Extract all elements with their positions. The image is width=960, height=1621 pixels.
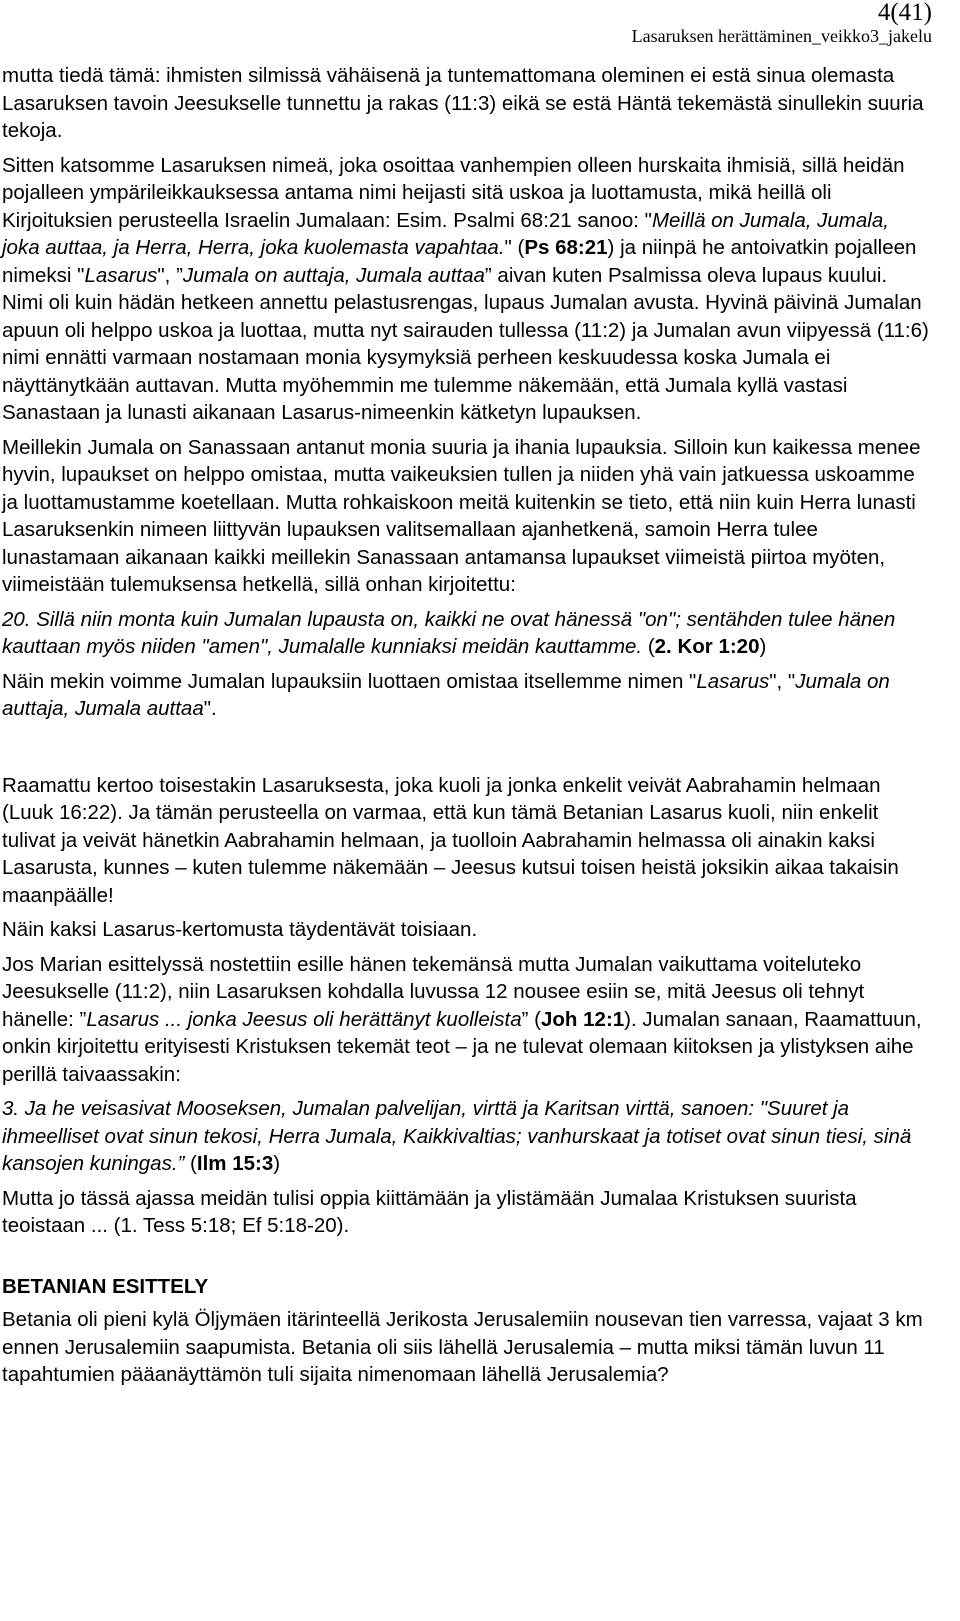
text: ", " (769, 669, 796, 693)
spacer (2, 730, 930, 772)
paragraph-10: Mutta jo tässä ajassa meidän tulisi oppia kiittämään ja ylistämään Jumalaa Kristuksen suurista teoistaan ... (1. Tess 5:18; Ef 5:18-20). (2, 1186, 857, 1237)
text: ( (184, 1152, 197, 1175)
page-header (632, 0, 932, 46)
paragraph-7: Näin kaksi Lasarus-kertomusta täydentävät toisiaan. (2, 918, 478, 941)
paragraph-6: Raamattu kertoo toisestakin Lasaruksesta, joka kuoli ja jonka enkelit veivät Aabrahamin helmaan (Luuk 16:22). Ja tämän perusteella on varmaa, että kun tämä Betanian Lasarus kuoli, niin enkelit tulivat ja veivät hänetkin Aabrahamin helmaan, ja tuolloin Aabrahamin helmassa oli ainakin kaksi Lasarusta, kunnes – kuten tulemme näkemään – Jeesus kutsui toisen heistä joksikin aikaa takaisin maanpäälle! (2, 773, 899, 907)
bible-reference: Ilm 15:3 (196, 1152, 274, 1175)
text: Näin mekin voimme Jumalan lupauksiin luottaen omistaa itsellemme nimen " (2, 669, 697, 693)
text: ) (759, 635, 767, 658)
bible-reference: Ps 68:21 (524, 236, 608, 259)
paragraph-5 (2, 668, 930, 723)
scripture-quote: 20. Sillä niin monta kuin Jumalan lupausta on, kaikki ne ovat hänessä "on"; sentähden tulee hänen kauttaan myös niiden "amen", Jumalalle kunniaksi meidän kauttamme. (2, 607, 896, 658)
text: " ( (504, 236, 525, 259)
paragraph-8 (2, 951, 930, 1089)
paragraph-3: Meillekin Jumala on Sanassaan antanut monia suuria ja ihania lupauksia. Silloin kun kaikessa menee hyvin, lupaukset on helppo omistaa, mutta vaikeuksien tullen ja niiden yhä vain jatkuessa uskoamme ja luottamustamme koetellaan. Mutta rohkaiskoon meitä kuitenkin se tieto, että niin kuin Herra lunasti Lasaruksenkin nimeen liittyvän lupauksen valitsemallaan ajanhetkenä, samoin Herra tulee lunastamaan aikanaan kaikki meillekin Sanassaan antamansa lupaukset viimeistä piirtoa myöten, viimeistään tulemuksensa hetkellä, sillä onhan kirjoitettu: (2, 435, 921, 596)
text: ). Jumalan sanaan, Raamattuun, onkin kirjoitettu erityisesti Kristuksen tekemät teot – ja ne tulevat olemaan kiitoksen ja ylistyksen aihe perillä taivaassakin: (2, 1007, 922, 1086)
paragraph-2 (2, 152, 930, 427)
paragraph-9 (2, 1095, 930, 1178)
document-body (2, 62, 930, 1396)
name-lasarus: Lasarus (84, 263, 158, 287)
text: Jos Marian esittelyssä nostettiin esille hänen tekemänsä mutta Jumalan vaikuttama voiteluteko Jeesukselle (11:2), niin Lasaruksen kohdalla luvussa 12 nousee esiin se, mitä Jeesus oli tehnyt hänelle: ” (2, 952, 865, 1031)
text: ” ( (521, 1007, 541, 1031)
text: ", ” (157, 263, 183, 287)
section-heading: BETANIAN ESITTELY (2, 1274, 209, 1298)
name-lasarus: Lasarus (696, 669, 770, 693)
scripture-quote: 3. Ja he veisasivat Mooseksen, Jumalan palvelijan, virttä ja Karitsan virttä, sanoen: "Suuret ja ihmeelliset ovat sinun tekosi, Herra Jumala, Kaikkivaltias; vanhurskaat ja totiset ovat sinun tiesi, sinä kansojen kuningas.” (2, 1097, 912, 1175)
name-meaning: Jumala on auttaja, Jumala auttaa (2, 669, 890, 720)
paragraph-4 (2, 606, 930, 661)
document-name: Lasaruksen herättäminen_veikko3_jakelu (631, 26, 932, 46)
scripture-quote: Lasarus ... jonka Jeesus oli herättänyt kuolleista (86, 1007, 522, 1031)
paragraph-1: mutta tiedä tämä: ihmisten silmissä vähäisenä ja tuntemattomana oleminen ei estä sinua olemasta Lasaruksen tavoin Jeesukselle tunnettu ja rakas (11:3) eikä se estä Häntä tekemästä sinullekin suuria tekoja. (2, 64, 924, 142)
name-meaning: Jumala on auttaja, Jumala auttaa (182, 263, 485, 287)
paragraph-11: Betania oli pieni kylä Öljymäen itärinteellä Jerikosta Jerusalemiin nousevan tien varressa, vajaat 3 km ennen Jerusalemiin saapumista. Betania oli siis lähellä Jerusalemia – mutta miksi tämän luvun 11 tapahtumien pääanäyttämön tuli sijaita nimenomaan lähellä Jerusalemia? (2, 1308, 923, 1386)
bible-reference: Joh 12:1 (541, 1007, 625, 1031)
spacer (2, 1247, 930, 1273)
text: ) (273, 1152, 281, 1175)
text: ( (642, 635, 655, 658)
text: ” aivan kuten Psalmissa oleva lupaus kuului. Nimi oli kuin hädän hetkeen annettu pelastusrengas, lupaus Jumalan avusta. Hyvinä päivinä Jumalan apuun oli helppo uskoa ja luottaa, mutta nyt sairauden tullessa (11:2) ja Jumalan avun viipyessä (11:6) nimi ennätti varmaan nostamaan monia kysymyksiä perheen keskuudessa koska Jumala ei näyttänytkään auttavan. Mutta myöhemmin me tulemme näkemään, että Jumala kyllä vastasi Sanastaan ja lunasti aikanaan Lasarus-nimeenkin kätketyn lupauksen. (2, 263, 929, 424)
text: ". (203, 697, 217, 720)
page-number: 4(41) (877, 0, 932, 26)
bible-reference: 2. Kor 1:20 (654, 635, 760, 658)
text: ) ja niinpä he antoivatkin pojalleen nimeksi " (2, 236, 917, 287)
text: Sitten katsomme Lasaruksen nimeä, joka osoittaa vanhempien olleen hurskaita ihmisiä, sillä heidän pojalleen ympärileikkauksessa antama nimi heijasti sitä uskoa ja luottamusta, mikä heillä oli Kirjoituksien perusteella Israelin Jumalaan: Esim. Psalmi 68:21 sanoo: " (2, 153, 905, 232)
psalm-quote: Meillä on Jumala, Jumala, joka auttaa, ja Herra, Herra, joka kuolemasta vapahtaa. (2, 208, 889, 259)
